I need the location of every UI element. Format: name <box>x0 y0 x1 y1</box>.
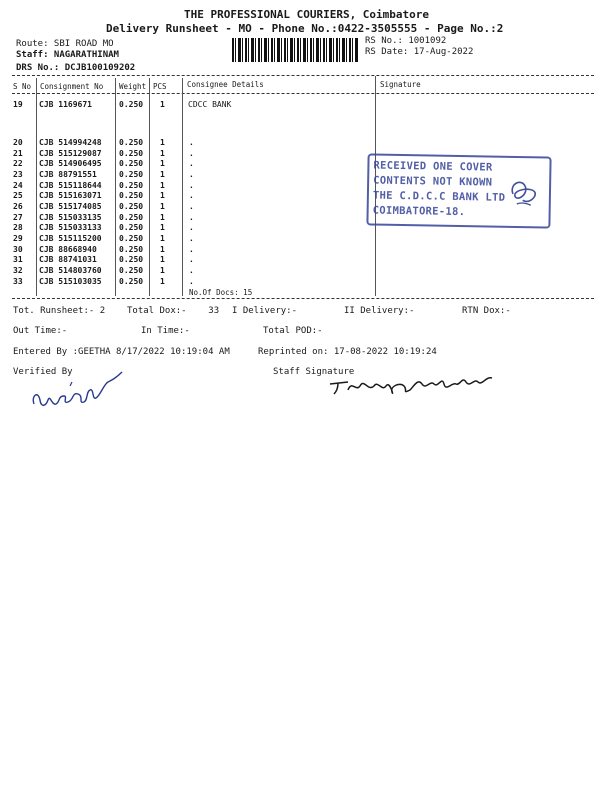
row-sno: 23 <box>13 170 23 179</box>
stamp-line: COIMBATORE-18. <box>372 204 466 219</box>
row-weight: 0.250 <box>119 202 144 211</box>
row-sno: 26 <box>13 202 23 211</box>
row-sno: 32 <box>13 266 23 275</box>
col-signature: Signature <box>380 80 421 89</box>
col-weight: Weight <box>119 82 147 91</box>
route-label: Route: SBI ROAD MO <box>16 39 114 49</box>
rtn-dox: RTN Dox:- <box>462 306 511 316</box>
col-consignment: Consignment No <box>40 82 104 91</box>
row-details: . <box>189 191 194 200</box>
total-pod: Total POD:- <box>263 326 323 336</box>
row-details: . <box>189 159 194 168</box>
reprinted-on: Reprinted on: 17-08-2022 10:19:24 <box>258 347 437 357</box>
row-weight: 0.250 <box>119 277 144 286</box>
row-pcs: 1 <box>160 149 165 158</box>
row-weight: 0.250 <box>119 223 144 232</box>
row-details: . <box>189 170 194 179</box>
row-details: . <box>189 213 194 222</box>
row-pcs: 1 <box>160 159 165 168</box>
row-pcs: 1 <box>160 170 165 179</box>
row-details: . <box>189 255 194 264</box>
row-sno: 31 <box>13 255 23 264</box>
row-consignment: CJB 88791551 <box>39 170 97 179</box>
stamp-line: RECEIVED ONE COVER <box>373 159 493 174</box>
col-pcs: PCS <box>153 82 167 91</box>
row-weight: 0.250 <box>119 159 144 168</box>
runsheet-title: Delivery Runsheet - MO - Phone No.:0422-3505555 - Page No.:2 <box>106 22 504 35</box>
row-details: . <box>189 234 194 243</box>
row-weight: 0.250 <box>119 266 144 275</box>
row-weight: 0.250 <box>119 181 144 190</box>
row-pcs: 1 <box>160 202 165 211</box>
total-dox: Total Dox:- 33 <box>127 306 220 316</box>
row-pcs: 1 <box>160 213 165 222</box>
table-bottom-rule <box>12 298 594 299</box>
row-details: . <box>189 149 194 158</box>
company-title: THE PROFESSIONAL COURIERS, Coimbatore <box>184 8 430 21</box>
bank-received-stamp <box>366 153 551 228</box>
staff-signature-label: Staff Signature <box>273 367 355 377</box>
row-pcs: 1 <box>160 245 165 254</box>
row-sno: 25 <box>13 191 23 200</box>
col-separator <box>182 78 183 296</box>
row-pcs: 1 <box>160 266 165 275</box>
row-weight: 0.250 <box>119 191 144 200</box>
col-separator <box>36 78 37 296</box>
row-sno: 22 <box>13 159 23 168</box>
col-separator <box>149 78 150 296</box>
col-sno: S No <box>13 82 32 91</box>
col-separator <box>115 78 116 296</box>
row-weight: 0.250 <box>119 213 144 222</box>
row-consignment: CJB 88668940 <box>39 245 97 254</box>
in-time: In Time:- <box>141 326 190 336</box>
stamp-line: THE C.D.C.C BANK LTD <box>372 189 506 204</box>
staff-signature <box>326 362 498 402</box>
tot-runsheet: Tot. Runsheet:- 2 <box>13 306 106 316</box>
row-sno: 20 <box>13 138 23 147</box>
stamp-line: CONTENTS NOT KNOWN <box>373 174 493 189</box>
row-details: . <box>189 138 194 147</box>
row-consignment: CJB 1169671 <box>39 100 92 109</box>
row-pcs: 1 <box>160 100 165 109</box>
row-pcs: 1 <box>160 138 165 147</box>
row-consignment: CJB 515163071 <box>39 191 102 200</box>
stamp-initials-signature <box>507 172 542 213</box>
verified-by-label: Verified By <box>13 367 73 377</box>
row-details: . <box>189 223 194 232</box>
row-weight: 0.250 <box>119 245 144 254</box>
row-consignment: CJB 514803760 <box>39 266 102 275</box>
row-pcs: 1 <box>160 255 165 264</box>
entered-by: Entered By :GEETHA 8/17/2022 10:19:04 AM <box>13 347 230 357</box>
row-consignment: CJB 515115200 <box>39 234 102 243</box>
row-pcs: 1 <box>160 234 165 243</box>
row-weight: 0.250 <box>119 170 144 179</box>
row-details: . <box>189 266 194 275</box>
staff-label: Staff: NAGARATHINAM <box>16 50 119 60</box>
row-pcs: 1 <box>160 277 165 286</box>
verifier-signature <box>28 362 128 416</box>
row-sno: 30 <box>13 245 23 254</box>
drs-number: DRS No.: DCJB100109202 <box>16 63 136 73</box>
row-weight: 0.250 <box>119 149 144 158</box>
row-weight: 0.250 <box>119 100 144 109</box>
row-consignment: CJB 515103035 <box>39 277 102 286</box>
no-of-docs: No.Of Docs: 15 <box>189 288 253 297</box>
row-consignment: CJB 515033135 <box>39 213 102 222</box>
row-consignment: CJB 515118644 <box>39 181 102 190</box>
row-consignment: CJB 515129087 <box>39 149 102 158</box>
row-weight: 0.250 <box>119 234 144 243</box>
row-pcs: 1 <box>160 181 165 190</box>
row-weight: 0.250 <box>119 255 144 264</box>
row-sno: 24 <box>13 181 23 190</box>
col-consignee: Consignee Details <box>187 80 264 89</box>
table-header-rule <box>12 93 594 94</box>
row-sno: 27 <box>13 213 23 222</box>
i-delivery: I Delivery:- <box>232 306 298 316</box>
row-pcs: 1 <box>160 191 165 200</box>
row-weight: 0.250 <box>119 138 144 147</box>
row-consignment: CJB 515174085 <box>39 202 102 211</box>
row-consignment: CJB 514906495 <box>39 159 102 168</box>
row-details: . <box>189 277 194 286</box>
row-consignment: CJB 514994248 <box>39 138 102 147</box>
ii-delivery: II Delivery:- <box>344 306 415 316</box>
row-consignment: CJB 88741031 <box>39 255 97 264</box>
row-pcs: 1 <box>160 223 165 232</box>
barcode <box>232 38 358 62</box>
row-sno: 19 <box>13 100 23 109</box>
row-consignment: CJB 515033133 <box>39 223 102 232</box>
row-details: . <box>189 181 194 190</box>
row-details: CDCC BANK <box>188 100 232 109</box>
row-sno: 33 <box>13 277 23 286</box>
row-details: . <box>189 245 194 254</box>
row-sno: 28 <box>13 223 23 232</box>
row-sno: 29 <box>13 234 23 243</box>
rs-date: RS Date: 17-Aug-2022 <box>365 47 474 57</box>
rs-number: RS No.: 1001092 <box>365 36 447 46</box>
table-top-rule <box>12 75 594 76</box>
row-sno: 21 <box>13 149 23 158</box>
out-time: Out Time:- <box>13 326 68 336</box>
row-details: . <box>189 202 194 211</box>
